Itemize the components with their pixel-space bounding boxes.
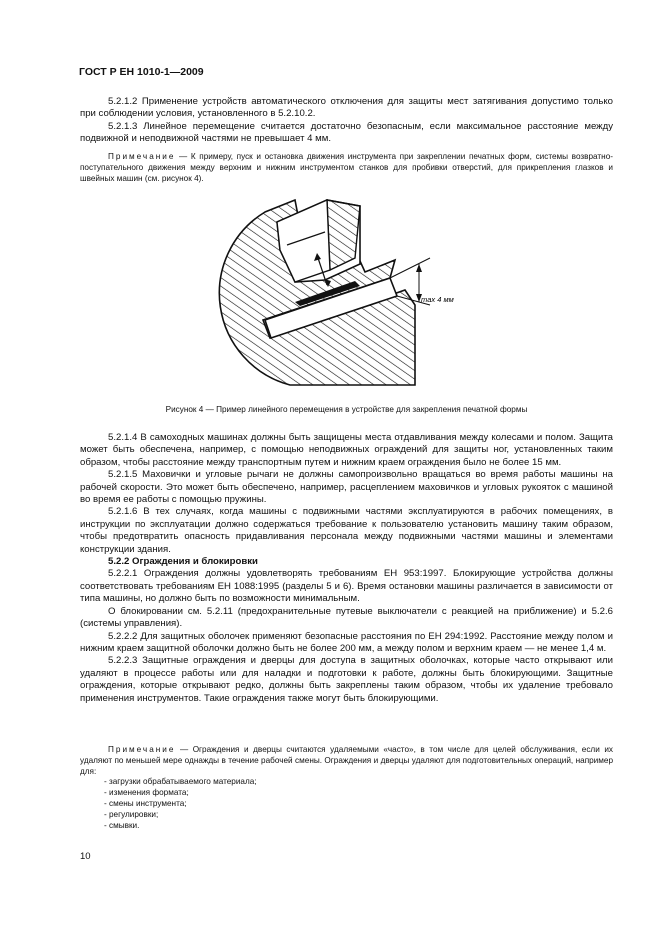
paragraph-5-2-2-1: 5.2.2.1 Ограждения должны удовлетворять требованиям ЕН 953:1997. Блокирующие устройства должны соответствовать требованиям ЕН 1088:1995 (разделы 5 и 6). Время остановки машины различается в зависимости от типа машины, но должно быть по возможности минимальным. bbox=[80, 568, 613, 605]
figure-caption: Рисунок 4 — Пример линейного перемещения в устройстве для закрепления печатной формы bbox=[165, 405, 528, 414]
list-item: - смены инструмента; bbox=[104, 798, 187, 808]
page-number: 10 bbox=[80, 851, 91, 862]
note-2-label: Примечание bbox=[108, 745, 176, 754]
note-2 bbox=[80, 745, 613, 831]
operations-list bbox=[80, 777, 613, 831]
paragraph-5-2-2-3: 5.2.2.3 Защитные ограждения и дверцы для доступа в защитных оболочках, которые часто открывают или удаляют в процессе работы или для наладки и подготовки к работе, должны быть блокирующими. Защитные ограждения, которые открывают редко, должны быть закреплены таким образом, чтобы их удаление требовало применения инструментов. Такие ограждения также могут быть блокирующими. bbox=[80, 655, 613, 704]
paragraph-5-2-1-6: 5.2.1.6 В тех случаях, когда машины с подвижными частями эксплуатируются в рабочих помещениях, в инструкции по эксплуатации должно содержаться требование к пользователю установить машину таким образом, чтобы предотвратить опасность придавливания персонала между подвижными частями машины и элементами конструкции здания. bbox=[80, 506, 613, 555]
note-2-text: — Ограждения и дверцы считаются удаляемыми «часто», в том числе для целей обслуживания, если их удаляют по меньшей мере однажды в течение рабочей смены. Ограждения и дверцы удаляют для подготовительных операций, например для: bbox=[80, 745, 613, 776]
list-item: - изменения формата; bbox=[104, 788, 189, 798]
note-1 bbox=[80, 152, 613, 184]
paragraph-blocking-ref: О блокировании см. 5.2.11 (предохранительные путевые выключатели с реакцией на приближение) и 5.2.6 (системы управления). bbox=[80, 605, 613, 630]
figure-dimension-label: max 4 мм bbox=[421, 295, 454, 304]
note-1-text: — К примеру, пуск и остановка движения инструмента при закреплении печатных форм, системы возвратно-поступательного движения между верхним и нижним инструментом станков для пробивки отверстий, для прикрепления глазков и швейных машин (см. рисунок 4). bbox=[80, 152, 613, 183]
list-item: - регулировки; bbox=[104, 809, 159, 819]
paragraph-5-2-2-2: 5.2.2.2 Для защитных оболочек применяют безопасные расстояния по ЕН 294:1992. Расстояние между полом и нижним краем защитной оболочки должно быть не более 200 мм, а между полом и верхним краем — не менее 1,4 м. bbox=[80, 630, 613, 654]
note-1-label: Примечание bbox=[108, 152, 176, 161]
text-block-middle bbox=[80, 432, 613, 705]
list-item: - загрузки обрабатываемого материала; bbox=[104, 777, 257, 787]
section-heading-5-2-2: 5.2.2 Ограждения и блокировки bbox=[108, 556, 258, 568]
list-item: - смывки. bbox=[104, 820, 140, 830]
paragraph-5-2-1-5: 5.2.1.5 Маховички и угловые рычаги не должны самопроизвольно вращаться во время работы машины на рабочей скорости. Это может быть обеспечено, например, расцеплением маховичков и угловых рукояток с машиной во время ее работы с помощью пружины. bbox=[80, 469, 613, 506]
text-block-top bbox=[80, 96, 613, 146]
paragraph-5-2-1-3: 5.2.1.3 Линейное перемещение считается достаточно безопасным, если максимальное расстояние между подвижной и неподвижной частями не превышает 4 мм. bbox=[80, 120, 613, 145]
paragraph-5-2-1-2: 5.2.1.2 Применение устройств автоматического отключения для защиты мест затягивания допустимо только при соблюдении условия, установленного в 5.2.10.2. bbox=[80, 96, 613, 120]
figure-4-diagram bbox=[205, 190, 454, 395]
page-header: ГОСТ Р ЕН 1010-1—2009 bbox=[79, 66, 204, 78]
paragraph-5-2-1-4: 5.2.1.4 В самоходных машинах должны быть защищены места отдавливания между колесами и полом. Защита может быть обеспечена, например, с помощью неподвижных ограждений для защиты ног, установленных таким образом, чтобы расстояние между транспортным путем и нижним краем ограждения было не более 15 мм. bbox=[80, 432, 613, 468]
